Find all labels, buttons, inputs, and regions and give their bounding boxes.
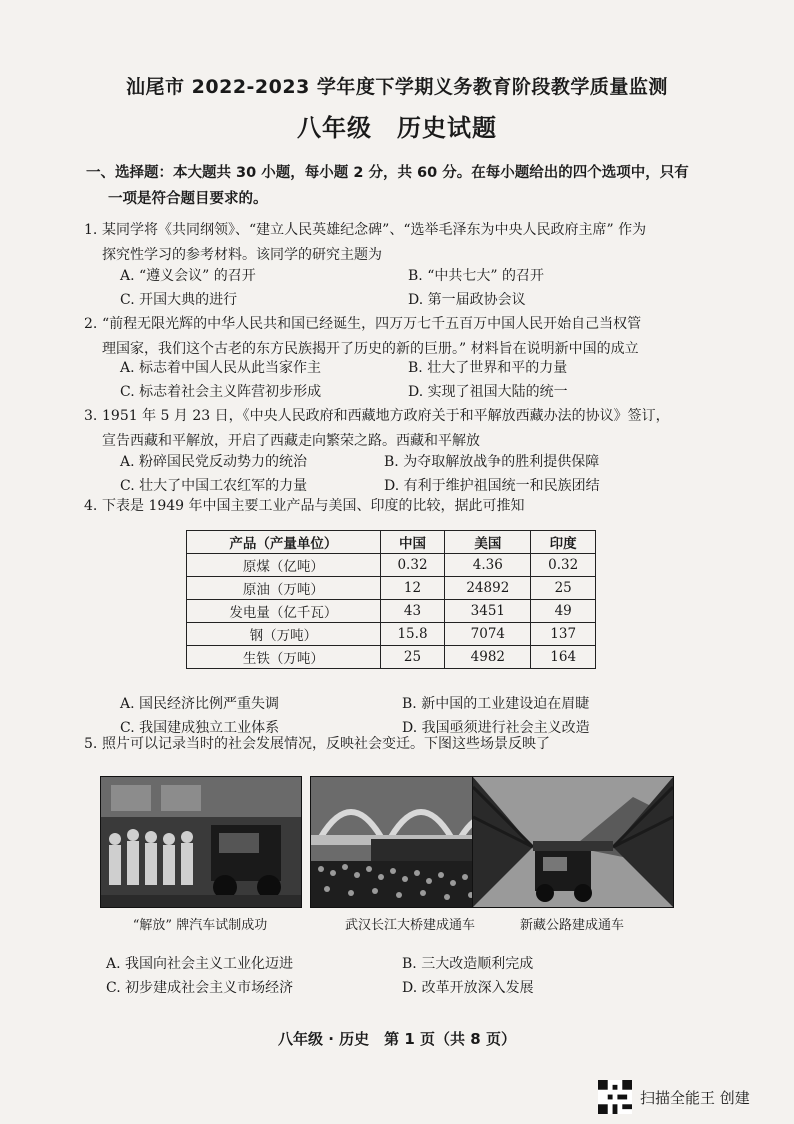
table-cell: 43	[380, 600, 445, 623]
table-cell: 原煤（亿吨）	[187, 554, 381, 577]
column-header: 美国	[445, 531, 531, 554]
photo-caption: “解放” 牌汽车试制成功	[132, 918, 268, 933]
scanner-watermark	[598, 1080, 750, 1114]
table-cell: 发电量（亿千瓦）	[187, 600, 381, 623]
question-stem: 照片可以记录当时的社会发展情况，反映社会变迁。下图这些场景反映了	[102, 736, 550, 752]
table-cell: 生铁（万吨）	[187, 646, 381, 669]
option-b[interactable]: B. “中共七大” 的召开	[408, 268, 544, 284]
photo-caption: 武汉长江大桥建成通车	[344, 918, 475, 933]
question-stem: “前程无限光辉的中华人民共和国已经诞生，四万万七千五百万中国人民开始自己当权管	[102, 316, 642, 332]
question-number: 2.	[84, 316, 98, 332]
option-b[interactable]: B. 新中国的工业建设迫在眉睫	[402, 696, 590, 712]
option-d[interactable]: D. 实现了祖国大陆的统一	[408, 384, 568, 400]
question-5	[84, 732, 752, 757]
section-heading	[86, 160, 776, 212]
question-stem: 1951 年 5 月 23 日，《中央人民政府和西藏地方政府关于和平解放西藏办法的协议》签订，	[102, 408, 670, 424]
table-cell: 4.36	[445, 554, 531, 577]
question-3	[84, 404, 752, 454]
table-cell: 25	[380, 646, 445, 669]
table-cell: 原油（万吨）	[187, 577, 381, 600]
option-a[interactable]: A. 国民经济比例严重失调	[120, 696, 280, 712]
industry-comparison-table	[186, 530, 596, 669]
table-cell: 钢（万吨）	[187, 623, 381, 646]
table-cell: 7074	[445, 623, 531, 646]
question-4	[84, 494, 752, 519]
table-row	[187, 623, 596, 646]
option-a[interactable]: A. “遵义会议” 的召开	[120, 268, 256, 284]
column-header: 印度	[531, 531, 596, 554]
question-number: 5.	[84, 736, 98, 752]
question-2	[84, 312, 752, 362]
option-b[interactable]: B. 为夺取解放战争的胜利提供保障	[384, 454, 600, 470]
section-heading-line2: 一项是符合题目要求的。	[108, 191, 268, 207]
section-heading-line1: 一、选择题：本大题共 30 小题，每小题 2 分，共 60 分。在每小题给出的四个选项中，只有	[86, 165, 689, 181]
option-a[interactable]: A. 标志着中国人民从此当家作主	[120, 360, 322, 376]
page-footer: 八年级 · 历史 第 1 页（共 8 页）	[278, 1030, 516, 1048]
table-row	[187, 577, 596, 600]
table-cell: 24892	[445, 577, 531, 600]
table-cell: 0.32	[531, 554, 596, 577]
question-stem: 理国家，我们这个古老的东方民族揭开了历史的新的巨册。” 材料旨在说明新中国的成立	[102, 341, 639, 357]
table-row	[187, 554, 596, 577]
option-b[interactable]: B. 壮大了世界和平的力量	[408, 360, 568, 376]
option-c[interactable]: C. 开国大典的进行	[120, 292, 238, 308]
table-cell: 49	[531, 600, 596, 623]
photo-xinjiang-tibet-road	[472, 776, 674, 908]
watermark-text: 扫描全能王 创建	[640, 1088, 750, 1107]
option-b[interactable]: B. 三大改造顺利完成	[402, 956, 534, 972]
exam-title: 汕尾市 2022-2023 学年度下学期义务教育阶段教学质量监测	[126, 76, 668, 98]
table-cell: 4982	[445, 646, 531, 669]
option-c[interactable]: C. 我国建成独立工业体系	[120, 720, 280, 736]
question-number: 1.	[84, 222, 98, 238]
option-a[interactable]: A. 我国向社会主义工业化迈进	[106, 956, 294, 972]
table-cell: 12	[380, 577, 445, 600]
question-stem: 下表是 1949 年中国主要工业产品与美国、印度的比较，据此可推知	[102, 498, 525, 514]
option-d[interactable]: D. 我国亟须进行社会主义改造	[402, 720, 590, 736]
option-d[interactable]: D. 第一届政协会议	[408, 292, 526, 308]
photo-caption: 新藏公路建成通车	[519, 918, 624, 933]
table-cell: 164	[531, 646, 596, 669]
option-d[interactable]: D. 有利于维护祖国统一和民族团结	[384, 478, 600, 494]
question-stem: 宣告西藏和平解放，开启了西藏走向繁荣之路。西藏和平解放	[102, 433, 480, 449]
question-number: 3.	[84, 408, 98, 424]
question-stem: 探究性学习的参考材料。该同学的研究主题为	[102, 247, 382, 263]
exam-subtitle: 八年级 历史试题	[297, 114, 497, 142]
option-a[interactable]: A. 粉碎国民党反动势力的统治	[120, 454, 308, 470]
photo-jiefang-truck	[100, 776, 302, 908]
option-d[interactable]: D. 改革开放深入发展	[402, 980, 534, 996]
table-header-row	[187, 531, 596, 554]
qr-code-icon	[598, 1080, 632, 1114]
table-cell: 137	[531, 623, 596, 646]
column-header: 中国	[380, 531, 445, 554]
question-stem: 某同学将《共同纲领》、“建立人民英雄纪念碑”、“选举毛泽东为中央人民政府主席” 作为	[102, 222, 647, 238]
option-c[interactable]: C. 标志着社会主义阵营初步形成	[120, 384, 322, 400]
table-row	[187, 600, 596, 623]
question-1	[84, 218, 752, 268]
table-cell: 25	[531, 577, 596, 600]
table-cell: 15.8	[380, 623, 445, 646]
table-row	[187, 646, 596, 669]
table-cell: 3451	[445, 600, 531, 623]
option-c[interactable]: C. 初步建成社会主义市场经济	[106, 980, 294, 996]
question-number: 4.	[84, 498, 98, 514]
column-header: 产品（产量单位）	[187, 531, 381, 554]
table-cell: 0.32	[380, 554, 445, 577]
option-c[interactable]: C. 壮大了中国工农红军的力量	[120, 478, 308, 494]
